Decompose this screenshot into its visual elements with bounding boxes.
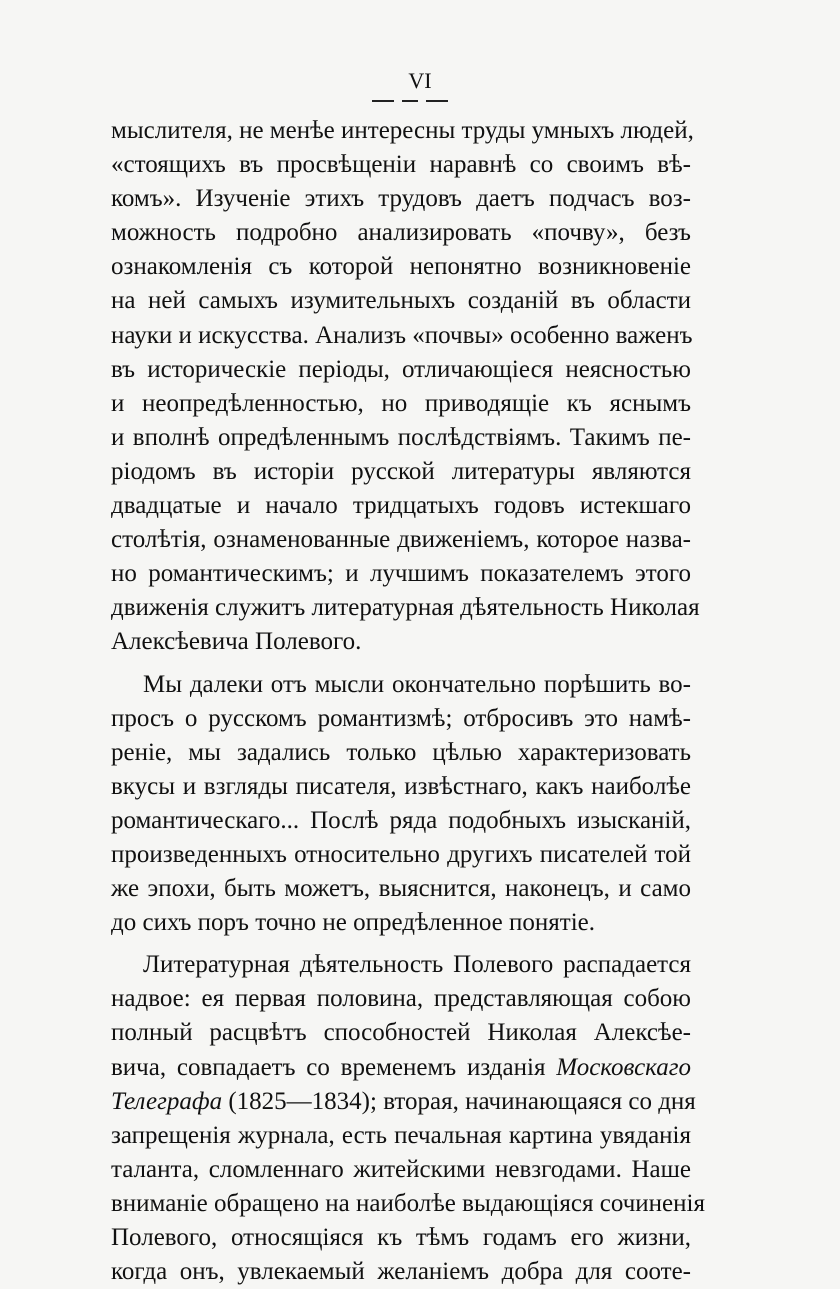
paragraph-3 xyxy=(111,948,705,1289)
journal-title-part1: Московскаго xyxy=(556,1053,691,1081)
text-line: ріодомъ въ исторіи русской литературы являются xyxy=(111,457,691,485)
text-line: и вполнѣ опредѣленнымъ послѣдствіямъ. Такимъ пе- xyxy=(111,423,691,451)
text-line: комъ». Изученіе этихъ трудовъ даетъ подчасъ воз- xyxy=(111,185,691,213)
text-line: когда онъ, увлекаемый желаніемъ добра для соотe- xyxy=(111,1258,691,1286)
text-line: произведенныхъ относительно другихъ писателей той xyxy=(111,840,691,868)
text-line: на ней самыхъ изумительныхъ созданій въ области xyxy=(111,287,691,315)
header-rule xyxy=(372,100,448,102)
text-line: до сихъ поръ точно не опредѣленное понятіе. xyxy=(111,909,595,937)
text-line: «стоящихъ въ просвѣщеніи наравнѣ со своимъ вѣ- xyxy=(111,151,691,179)
body-text xyxy=(111,114,705,1289)
text-line: движенія служитъ литературная дѣятельность Николая xyxy=(111,594,700,622)
text-line: науки и искусства. Анализъ «почвы» особенно важенъ xyxy=(111,321,693,349)
text-line: но романтическимъ; и лучшимъ показателемъ этого xyxy=(111,560,691,588)
page-number: VI xyxy=(408,68,432,93)
text-segment: вича, совпадаетъ со временемъ изданія xyxy=(111,1053,546,1081)
text-line: Полевого, относящіяся къ тѣмъ годамъ его жизни, xyxy=(111,1224,691,1251)
text-line: и неопредѣленностью, но приводящіе къ яснымъ xyxy=(111,389,691,417)
text-line: же эпохи, быть можетъ, выяснится, наконецъ, и само xyxy=(111,875,691,903)
journal-title-part2: Телеграфа xyxy=(111,1087,223,1115)
text-line: вкусы и взгляды писателя, извѣстнаго, какъ наиболѣе xyxy=(111,772,691,800)
text-line: надвое: ея первая половина, представляющая собою xyxy=(111,985,691,1013)
text-line: Литературная дѣятельность Полевого распадается xyxy=(143,951,691,979)
text-line: Мы далеки отъ мысли окончательно порѣшить во- xyxy=(143,670,691,698)
text-line xyxy=(111,1051,691,1085)
text-line: двадцатые и начало тридцатыхъ годовъ истекшаго xyxy=(111,492,691,520)
text-line: можность подробно анализировать «почву», безъ xyxy=(111,219,691,247)
text-line xyxy=(111,1085,696,1119)
text-line: Алексѣевича Полевого. xyxy=(111,628,362,656)
text-line: запрещенія журнала, есть печальная картина увяданія xyxy=(111,1121,691,1149)
text-line: въ историческіе періоды, отличающіеся неясностью xyxy=(111,355,691,383)
paragraph-1 xyxy=(111,114,700,660)
text-line: просъ о русскомъ романтизмѣ; отбросивъ это намѣ- xyxy=(111,704,691,732)
text-line: реніе, мы задались только цѣлью характеризовать xyxy=(111,738,691,766)
text-line: столѣтія, ознаменованные движеніемъ, которое назва- xyxy=(111,526,691,554)
text-line: мыслителя, не менѣе интересны труды умныхъ людей, xyxy=(111,117,694,144)
text-segment: (1825—1834); вторая, начинающаяся со дня xyxy=(228,1087,696,1115)
text-line: романтическаго... Послѣ ряда подобныхъ изысканій, xyxy=(111,806,691,834)
text-line: полный расцвѣтъ способностей Николая Алексѣе- xyxy=(111,1019,691,1047)
text-line: ознакомленія съ которой непонятно возникновеніе xyxy=(111,253,691,281)
paragraph-2 xyxy=(111,668,691,941)
text-line: таланта, сломленнаго житейскими невзгодами. Наше xyxy=(111,1155,691,1183)
text-line: вниманіе обращено на наиболѣе выдающіяся сочиненія xyxy=(111,1189,705,1217)
